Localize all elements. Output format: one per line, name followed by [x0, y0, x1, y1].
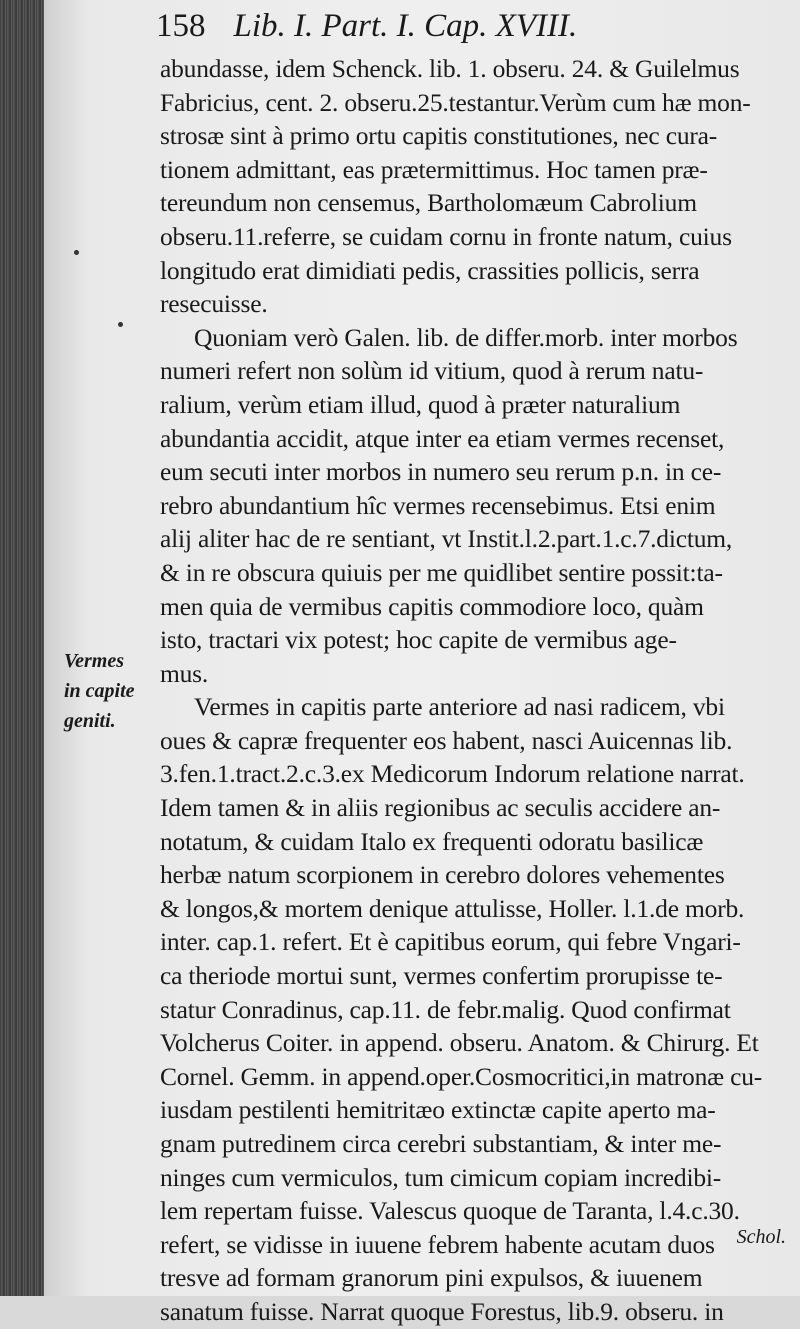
margin-note	[64, 646, 164, 736]
text-line: oues & capræ frequenter eos habent, nasci Auicennas lib.	[160, 725, 733, 755]
text-line: notatum, & cuidam Italo ex frequenti odoratu basilicæ	[160, 826, 704, 856]
text-line: ralium, verùm etiam illud, quod à præter naturalium	[160, 389, 681, 419]
book-page	[44, 0, 800, 1326]
running-header	[156, 8, 716, 48]
text-line: statur Conradinus, cap.11. de febr.malig. Quod confirmat	[160, 994, 731, 1024]
running-title: Lib. I. Part. I. Cap. XVIII.	[233, 8, 578, 44]
text-line: sanatum fuisse. Narrat quoque Forestus, lib.9. obseru. in	[160, 1296, 724, 1326]
text-line: tionem admittant, eas prætermittimus. Hoc tamen præ-	[160, 154, 708, 184]
text-line: ninges cum vermiculos, tum cimicum copiam incredibi-	[160, 1162, 722, 1192]
text-line: & longos,& mortem denique attulisse, Holler. l.1.de morb.	[160, 893, 745, 923]
text-line: Volcherus Coiter. in append. obseru. Anatom. & Chirurg. Et	[160, 1028, 759, 1058]
text-line: Idem tamen & in aliis regionibus ac seculis accidere an-	[160, 793, 721, 823]
text-line: obseru.11.referre, se cuidam cornu in fronte natum, cuius	[160, 221, 732, 251]
text-line: strosæ sint à primo ortu capitis constitutiones, nec cura-	[160, 121, 718, 151]
catchword: Schol.	[736, 1226, 786, 1248]
text-line: 3.fen.1.tract.2.c.3.ex Medicorum Indorum relatione narrat.	[160, 759, 745, 789]
text-line: tereundum non censemus, Bartholomæum Cabrolium	[160, 188, 697, 218]
text-line: & in re obscura quiuis per me quidlibet sentire possit:ta-	[160, 557, 723, 587]
page-speck	[118, 322, 123, 327]
text-line: lem repertam fuisse. Valescus quoque de Taranta, l.4.c.30.	[160, 1196, 740, 1226]
text-line: rebro abundantium hîc vermes recensebimus. Etsi enim	[160, 490, 716, 520]
book-page-edges	[0, 0, 44, 1296]
margin-note-line: geniti.	[64, 710, 116, 732]
page-speck	[74, 250, 79, 255]
body-text	[160, 52, 790, 1329]
text-line: inter. cap.1. refert. Et è capitibus eorum, qui febre Vngari-	[160, 927, 741, 957]
text-line: Quoniam verò Galen. lib. de differ.morb. inter morbos	[194, 322, 738, 352]
text-line: abundantia accidit, atque inter ea etiam vermes recenset,	[160, 423, 725, 453]
text-line: Vermes in capitis parte anteriore ad nasi radicem, vbi	[194, 692, 725, 722]
text-line: ca theriode mortui sunt, vermes confertim prorupisse te-	[160, 961, 723, 991]
text-line: alij aliter hac de re sentiant, vt Instit.l.2.part.1.c.7.dictum,	[160, 524, 733, 554]
text-line: refert, se vidisse in iuuene febrem habente acutam duos	[160, 1229, 715, 1259]
text-line: men quia de vermibus capitis commodiore loco, quàm	[160, 591, 704, 621]
text-line: eum secuti inter morbos in numero seu rerum p.n. in ce-	[160, 457, 722, 487]
text-line: Fabricius, cent. 2. obseru.25.testantur.Verùm cum hæ mon-	[160, 87, 751, 117]
text-line: resecuisse.	[160, 289, 268, 319]
text-line: numeri refert non solùm id vitium, quod à rerum natu-	[160, 356, 704, 386]
text-line: isto, tractari vix potest; hoc capite de vermibus age-	[160, 625, 677, 655]
text-line: longitudo erat dimidiati pedis, crassities pollicis, serra	[160, 255, 700, 285]
text-line: mus.	[160, 658, 209, 688]
margin-note-line: in capite	[64, 680, 135, 702]
text-line: iusdam pestilenti hemitritæo extinctæ capite aperto ma-	[160, 1095, 716, 1125]
text-line: herbæ natum scorpionem in cerebro dolores vehementes	[160, 860, 725, 890]
text-line: tresve ad formam granorum pini expulsos, & iuuenem	[160, 1263, 703, 1293]
margin-note-line: Vermes	[64, 650, 124, 672]
text-line: gnam putredinem circa cerebri substantiam, & inter me-	[160, 1129, 722, 1158]
text-line: Cornel. Gemm. in append.oper.Cosmocritici,in matronæ cu-	[160, 1061, 763, 1091]
text-line: abundasse, idem Schenck. lib. 1. obseru. 24. & Guilelmus	[160, 54, 740, 83]
page-number: 158	[156, 8, 206, 44]
